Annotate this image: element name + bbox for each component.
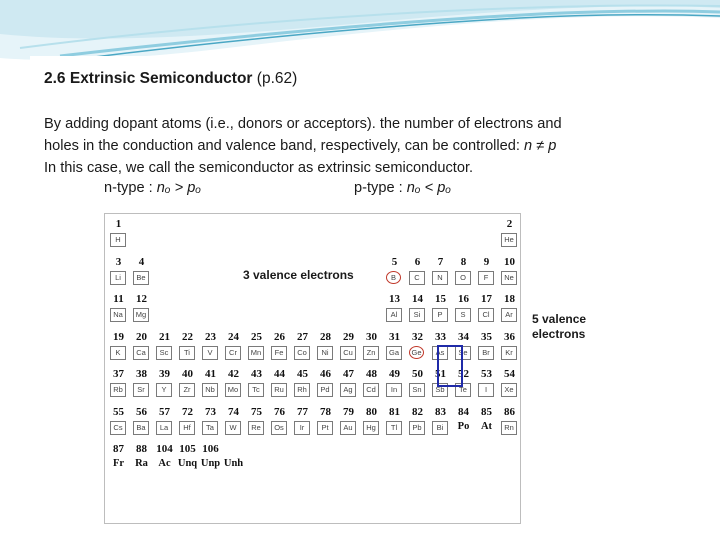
element-cell-o	[452, 254, 475, 289]
atomic-number: 105	[179, 443, 196, 455]
atomic-number: 25	[251, 330, 262, 343]
body-line-1: By adding dopant atoms (i.e., donors or acceptors). the number of electrons and	[44, 116, 562, 132]
element-symbol: Sb	[432, 383, 448, 397]
element-symbol: Ba	[133, 421, 149, 435]
atomic-number: 88	[136, 443, 147, 455]
atomic-number: 15	[435, 293, 446, 305]
element-cell-la	[153, 404, 176, 439]
element-cell-zn	[360, 329, 383, 364]
element-cell-rb	[107, 366, 130, 401]
atomic-number: 54	[504, 368, 515, 380]
atomic-number: 10	[504, 255, 515, 268]
atomic-number: 24	[228, 330, 239, 343]
element-symbol: Rh	[294, 383, 310, 397]
element-symbol: F	[478, 271, 494, 285]
element-cell-cd	[360, 366, 383, 401]
element-cell-pt	[314, 404, 337, 439]
body-line-3: In this case, we call the semiconductor as extrinsic semiconductor.	[44, 160, 474, 176]
element-symbol: Zr	[179, 383, 195, 397]
element-cell-hf	[176, 404, 199, 439]
atomic-number: 86	[504, 405, 515, 418]
element-cell-cs	[107, 404, 130, 439]
atomic-number: 42	[228, 368, 239, 380]
title-page-ref: (p.62)	[256, 70, 298, 87]
element-symbol: I	[478, 383, 494, 397]
atomic-number: 56	[136, 405, 147, 418]
element-symbol: Cu	[340, 346, 356, 360]
element-symbol: Br	[478, 346, 494, 360]
atomic-number: 49	[389, 368, 400, 380]
element-cell-na	[107, 291, 130, 326]
element-cell-unp	[199, 441, 222, 476]
atomic-number: 32	[412, 330, 423, 343]
atomic-number: 20	[136, 330, 147, 343]
element-cell-nb	[199, 366, 222, 401]
element-symbol: As	[432, 346, 448, 360]
element-symbol: Fe	[271, 346, 287, 360]
atomic-number: 30	[366, 330, 377, 343]
atomic-number: 27	[297, 330, 308, 343]
element-cell-ca	[130, 329, 153, 364]
atomic-number: 47	[343, 368, 354, 380]
element-symbol: H	[110, 233, 126, 247]
element-cell-v	[199, 329, 222, 364]
atomic-number: 84	[458, 405, 469, 418]
atomic-number: 13	[389, 293, 400, 305]
atomic-number: 9	[483, 255, 490, 268]
element-symbol: Pd	[317, 383, 333, 397]
atomic-number: 76	[274, 405, 285, 418]
element-cell-sr	[130, 366, 153, 401]
element-symbol: Nb	[202, 383, 218, 397]
element-symbol: Rb	[110, 383, 126, 397]
atomic-number: 43	[251, 368, 262, 380]
element-symbol: Fr	[112, 458, 125, 469]
element-cell-sc	[153, 329, 176, 364]
atomic-number: 7	[437, 255, 444, 268]
atomic-number: 35	[481, 330, 492, 343]
element-cell-in	[383, 366, 406, 401]
atomic-number: 53	[481, 368, 492, 380]
element-symbol: Cs	[110, 421, 126, 435]
atomic-number: 51	[435, 368, 446, 380]
atomic-number: 75	[251, 405, 262, 418]
atomic-number: 77	[297, 405, 308, 418]
element-cell-ag	[337, 366, 360, 401]
atomic-number: 33	[435, 330, 446, 343]
atomic-number: 6	[414, 255, 421, 268]
atomic-number: 39	[159, 368, 170, 380]
element-cell-at	[475, 404, 498, 439]
element-cell-cr	[222, 329, 245, 364]
element-symbol: Cr	[225, 346, 241, 360]
element-symbol: Ta	[202, 421, 218, 435]
element-cell-au	[337, 404, 360, 439]
element-symbol: Ga	[386, 346, 402, 360]
element-cell-po	[452, 404, 475, 439]
atomic-number: 11	[113, 293, 124, 305]
element-cell-bi	[429, 404, 452, 439]
element-cell-rh	[291, 366, 314, 401]
element-symbol: Sc	[156, 346, 172, 360]
atomic-number: 16	[458, 293, 469, 305]
atomic-number: 41	[205, 368, 216, 380]
element-cell-mg	[130, 291, 153, 326]
element-cell-mo	[222, 366, 245, 401]
element-cell-f	[475, 254, 498, 289]
si-p-column-highlight	[437, 345, 463, 387]
element-cell-hg	[360, 404, 383, 439]
element-cell-ar	[498, 291, 521, 326]
element-cell-ra	[130, 441, 153, 476]
five-valence-label	[532, 312, 586, 342]
atomic-number: 73	[205, 405, 216, 418]
element-symbol: At	[480, 420, 493, 432]
element-cell-unq	[176, 441, 199, 476]
element-symbol: C	[409, 271, 425, 285]
element-symbol: V	[202, 346, 218, 360]
element-cell-pd	[314, 366, 337, 401]
element-symbol: Te	[455, 383, 471, 397]
element-cell-ti	[176, 329, 199, 364]
atomic-number: 5	[391, 255, 398, 268]
element-symbol: Al	[386, 308, 402, 322]
element-symbol: B	[386, 271, 401, 284]
element-symbol: W	[225, 421, 241, 435]
slide-title	[44, 70, 297, 88]
element-cell-b	[383, 254, 406, 289]
element-cell-si	[406, 291, 429, 326]
element-symbol: Be	[133, 271, 149, 285]
element-symbol: Bi	[432, 421, 448, 435]
element-symbol: Rn	[501, 421, 517, 435]
element-symbol: Se	[455, 346, 471, 360]
element-cell-ir	[291, 404, 314, 439]
p-type-text: p-type :	[354, 180, 403, 196]
body-line-2	[44, 135, 624, 157]
element-symbol: Unh	[223, 458, 244, 469]
element-cell-tl	[383, 404, 406, 439]
element-cell-rn	[498, 404, 521, 439]
atomic-number: 52	[458, 368, 469, 380]
element-symbol: Li	[110, 271, 126, 285]
element-cell-co	[291, 329, 314, 364]
element-cell-ni	[314, 329, 337, 364]
atomic-number: 50	[412, 368, 423, 380]
atomic-number: 44	[274, 368, 285, 380]
five-valence-line-1: 5 valence	[532, 312, 587, 326]
atomic-number: 55	[113, 405, 124, 418]
element-symbol: Co	[294, 346, 310, 360]
atomic-number: 38	[136, 368, 147, 380]
element-symbol: Mo	[225, 383, 241, 397]
element-symbol: Na	[110, 308, 126, 322]
p-type-expression: nₒ < pₒ	[406, 180, 452, 196]
element-symbol: Ar	[501, 308, 517, 322]
atomic-number: 85	[481, 405, 492, 418]
atomic-number: 34	[458, 330, 469, 343]
element-cell-ta	[199, 404, 222, 439]
atomic-number: 81	[389, 405, 400, 418]
element-symbol: Xe	[501, 383, 517, 397]
element-symbol: Tl	[386, 421, 402, 435]
element-cell-n	[429, 254, 452, 289]
element-cell-c	[406, 254, 429, 289]
element-symbol: Ca	[133, 346, 149, 360]
atomic-number: 17	[481, 293, 492, 305]
body-line-2-text: holes in the conduction and valence band, respectively, can be controlled:	[44, 138, 520, 154]
element-symbol: Kr	[501, 346, 517, 360]
atomic-number: 106	[202, 443, 219, 455]
element-symbol: Sn	[409, 383, 425, 397]
element-symbol: Y	[156, 383, 172, 397]
n-type-label	[104, 180, 201, 196]
element-symbol: Si	[409, 308, 425, 322]
element-cell-xe	[498, 366, 521, 401]
element-cell-he	[498, 216, 521, 251]
atomic-number: 2	[506, 218, 513, 230]
element-symbol: He	[501, 233, 517, 247]
atomic-number: 8	[460, 255, 467, 268]
element-symbol: S	[455, 308, 471, 322]
element-cell-ru	[268, 366, 291, 401]
n-type-text: n-type :	[104, 180, 153, 196]
element-symbol: Unp	[200, 458, 221, 469]
five-valence-line-2: electrons	[532, 327, 586, 341]
atomic-number: 83	[435, 405, 446, 418]
atomic-number: 104	[156, 443, 173, 455]
body-line-2-expr: n ≠ p	[524, 138, 557, 154]
element-symbol: Tc	[248, 383, 264, 397]
element-symbol: O	[455, 271, 471, 285]
element-symbol: Mn	[248, 346, 264, 360]
atomic-number: 79	[343, 405, 354, 418]
atomic-number: 23	[205, 330, 216, 343]
atomic-number: 4	[138, 255, 145, 268]
element-symbol: Pb	[409, 421, 425, 435]
atomic-number: 57	[159, 405, 170, 418]
element-cell-be	[130, 254, 153, 289]
element-symbol: Cl	[478, 308, 494, 322]
element-symbol: Au	[340, 421, 356, 435]
atomic-number: 87	[113, 443, 124, 455]
element-cell-kr	[498, 329, 521, 364]
element-symbol: Os	[271, 421, 287, 435]
element-cell-zr	[176, 366, 199, 401]
element-cell-fr	[107, 441, 130, 476]
element-symbol: La	[156, 421, 172, 435]
element-symbol: Ac	[158, 458, 171, 469]
body-paragraph	[44, 113, 624, 179]
element-cell-ga	[383, 329, 406, 364]
element-symbol: Pt	[317, 421, 333, 435]
atomic-number: 48	[366, 368, 377, 380]
element-cell-ne	[498, 254, 521, 289]
atomic-number: 31	[389, 330, 400, 343]
element-symbol: Ne	[501, 271, 517, 285]
element-symbol: Unq	[177, 458, 198, 469]
atomic-number: 26	[274, 330, 285, 343]
element-symbol: N	[432, 271, 448, 285]
atomic-number: 40	[182, 368, 193, 380]
element-cell-w	[222, 404, 245, 439]
atomic-number: 1	[115, 218, 122, 230]
atomic-number: 14	[412, 293, 423, 305]
slide-content	[30, 56, 630, 486]
element-symbol: In	[386, 383, 402, 397]
element-cell-ac	[153, 441, 176, 476]
element-cell-br	[475, 329, 498, 364]
atomic-number: 18	[504, 293, 515, 305]
atomic-number: 80	[366, 405, 377, 418]
element-symbol: P	[432, 308, 448, 322]
element-symbol: Sr	[133, 383, 149, 397]
element-cell-s	[452, 291, 475, 326]
element-cell-i	[475, 366, 498, 401]
element-symbol: Hg	[363, 421, 379, 435]
three-valence-label: 3 valence electrons	[243, 268, 354, 282]
element-cell-ge	[406, 329, 429, 364]
element-cell-tc	[245, 366, 268, 401]
atomic-number: 37	[113, 368, 124, 380]
element-symbol: Ge	[409, 346, 424, 359]
element-symbol: Cd	[363, 383, 379, 397]
element-symbol: Mg	[133, 308, 149, 322]
atomic-number: 22	[182, 330, 193, 343]
atomic-number: 12	[136, 293, 147, 305]
element-cell-h	[107, 216, 130, 251]
p-type-label	[354, 180, 451, 196]
element-cell-ba	[130, 404, 153, 439]
atomic-number: 82	[412, 405, 423, 418]
atomic-number: 29	[343, 330, 354, 343]
element-symbol: Ir	[294, 421, 310, 435]
element-symbol: Ru	[271, 383, 287, 397]
element-symbol: Hf	[179, 421, 195, 435]
element-cell-fe	[268, 329, 291, 364]
element-symbol: Ni	[317, 346, 333, 360]
atomic-number: 45	[297, 368, 308, 380]
element-cell-p	[429, 291, 452, 326]
element-symbol: Re	[248, 421, 264, 435]
element-cell-mn	[245, 329, 268, 364]
element-cell-al	[383, 291, 406, 326]
element-symbol: Zn	[363, 346, 379, 360]
atomic-number: 78	[320, 405, 331, 418]
element-symbol: Ag	[340, 383, 356, 397]
atomic-number: 3	[115, 255, 122, 268]
element-symbol: Po	[457, 420, 470, 432]
title-main: 2.6 Extrinsic Semiconductor	[44, 70, 253, 87]
atomic-number: 21	[159, 330, 170, 343]
element-cell-y	[153, 366, 176, 401]
atomic-number: 74	[228, 405, 239, 418]
element-cell-k	[107, 329, 130, 364]
element-cell-re	[245, 404, 268, 439]
element-cell-unh	[222, 441, 245, 476]
element-cell-sn	[406, 366, 429, 401]
element-cell-cl	[475, 291, 498, 326]
atomic-number: 46	[320, 368, 331, 380]
n-type-expression: nₒ > pₒ	[156, 180, 202, 196]
element-cell-os	[268, 404, 291, 439]
atomic-number: 72	[182, 405, 193, 418]
element-symbol: Ra	[135, 458, 148, 469]
element-cell-li	[107, 254, 130, 289]
element-symbol: K	[110, 346, 126, 360]
element-cell-cu	[337, 329, 360, 364]
element-symbol: Ti	[179, 346, 195, 360]
atomic-number: 36	[504, 330, 515, 343]
atomic-number: 28	[320, 330, 331, 343]
element-cell-pb	[406, 404, 429, 439]
atomic-number: 19	[113, 330, 124, 343]
